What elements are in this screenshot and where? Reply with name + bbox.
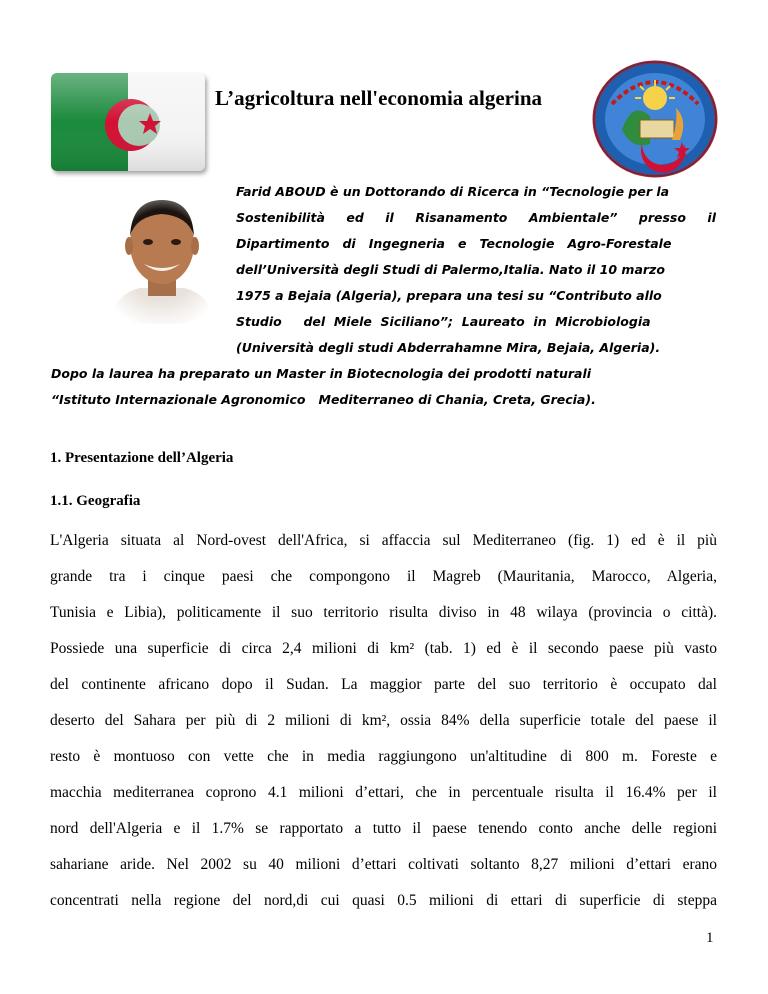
paragraph-line: macchia mediterranea coprono 4.1 milioni d’ettari, che in percentuale risulta il 16.4% per il: [50, 784, 717, 801]
page-number: 1: [706, 930, 714, 946]
paragraph-line: deserto del Sahara per più di 2 milioni di km², ossia 84% della superficie totale del paese il: [50, 712, 717, 729]
bio-line-1: Farid ABOUD è un Dottorando di Ricerca in “Tecnologie per la: [236, 184, 670, 199]
paragraph-line: sahariane aride. Nel 2002 su 40 milioni d’ettari coltivati soltanto 8,27 milioni d’ettari erano: [50, 856, 717, 873]
bio-line-2: Sostenibilità ed il Risanamento Ambientale” presso il: [236, 210, 716, 225]
paragraph-line: resto è montuoso con vette che in media raggiungono un'altitudine di 800 m. Foreste e: [50, 748, 717, 765]
paragraph-line: del continente africano dopo il Sudan. La maggior parte del suo territorio è occupato dal: [50, 676, 717, 693]
algeria-flag: [51, 73, 205, 171]
bio-line-6: Studio del Miele Siciliano”; Laureato in Microbiologia: [236, 314, 651, 329]
bio-line-4: dell’Università degli Studi di Palermo,Italia. Nato il 10 marzo: [236, 262, 665, 277]
bio-line-5: 1975 a Bejaia (Algeria), prepara una tesi su “Contributo allo: [236, 288, 662, 303]
paragraph-line: nord dell'Algeria e il 1.7% se rapportato a tutto il paese tenendo conto anche delle regioni: [50, 820, 717, 837]
subsection-heading: 1.1. Geografia: [50, 493, 141, 509]
paragraph-line: Tunisia e Libia), politicamente il suo territorio risulta diviso in 48 wilaya (provincia o città).: [50, 604, 717, 621]
paragraph-line: L'Algeria situata al Nord-ovest dell'Africa, si affaccia sul Mediterraneo (fig. 1) ed è il più: [50, 532, 717, 549]
bio-line-9: “Istituto Internazionale Agronomico Mediterraneo di Chania, Creta, Grecia).: [51, 392, 596, 407]
section-heading: 1. Presentazione dell’Algeria: [50, 450, 234, 466]
paragraph-line: concentrati nella regione del nord,di cui quasi 0.5 milioni di ettari di superficie di steppa: [50, 892, 717, 909]
author-portrait: [100, 186, 224, 324]
bio-line-7: (Università degli studi Abderrahamne Mira, Bejaia, Algeria).: [236, 340, 661, 355]
bio-line-8: Dopo la laurea ha preparato un Master in Biotecnologia dei prodotti naturali: [51, 366, 592, 381]
page-title: L’agricoltura nell'economia algerina: [215, 86, 543, 110]
paragraph-line: Possiede una superficie di circa 2,4 milioni di km² (tab. 1) ed è il secondo paese più vasto: [50, 640, 717, 657]
algeria-national-emblem-icon: [592, 60, 718, 178]
algeria-flag-icon: [51, 73, 205, 171]
bio-line-3: Dipartimento di Ingegneria e Tecnologie Agro-Forestale: [236, 236, 672, 251]
paragraph-line: grande tra i cinque paesi che compongono il Magreb (Mauritania, Marocco, Algeria,: [50, 568, 717, 585]
